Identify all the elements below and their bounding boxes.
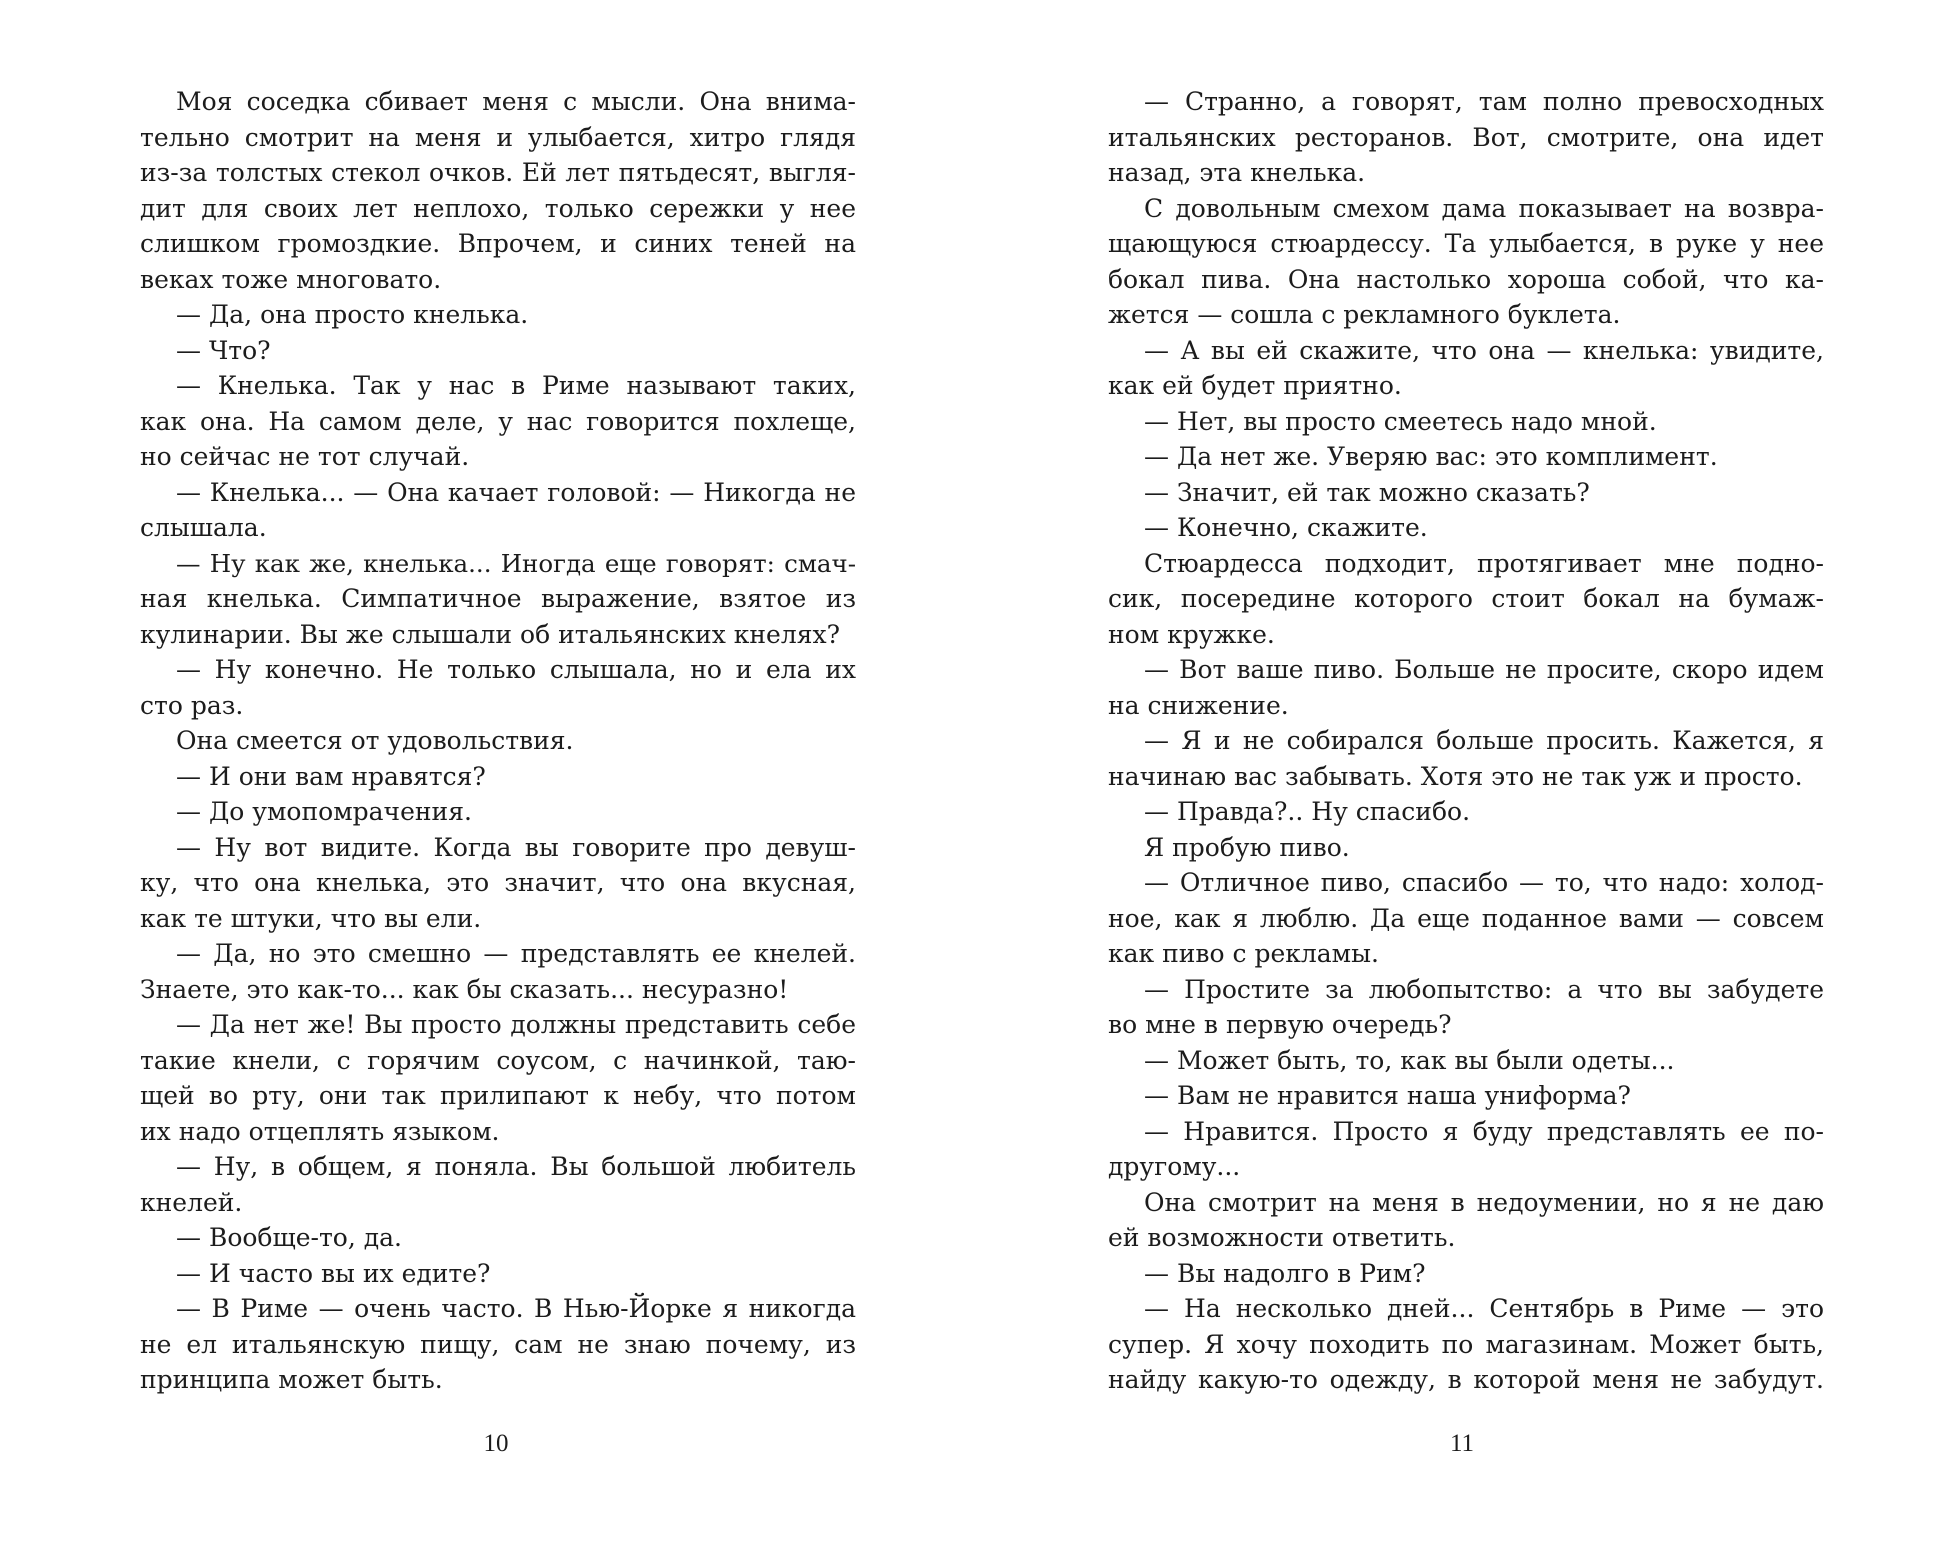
text-line: как ей будет приятно. bbox=[1108, 371, 1402, 400]
text-line: Знаете, это как-то... как бы сказать... несуразно! bbox=[140, 974, 789, 1004]
text-line: — Вы надолго в Рим? bbox=[1144, 1258, 1426, 1288]
text-line: ном кружке. bbox=[1108, 619, 1275, 649]
text-line: щей во рту, они так прилипают к небу, что потом bbox=[140, 1081, 856, 1110]
text-line: итальянских ресторанов. Вот, смотрите, она идет bbox=[1108, 122, 1824, 152]
text-line: — И они вам нравятся? bbox=[176, 761, 486, 791]
text-line: — Странно, а говорят, там полно превосходных bbox=[1144, 87, 1824, 116]
right-page-number: 11 bbox=[1449, 1430, 1475, 1457]
left-page bbox=[140, 84, 856, 1398]
text-line: бокал пива. Она настолько хороша собой, что ка- bbox=[1108, 264, 1824, 294]
text-line: — Ну вот видите. Когда вы говорите про девуш- bbox=[176, 832, 856, 862]
text-line: тельно смотрит на меня и улыбается, хитро глядя bbox=[140, 122, 856, 152]
text-line: ное, как я люблю. Да еще поданное вами — совсем bbox=[1108, 903, 1824, 933]
text-line: — Да, она просто кнелька. bbox=[176, 300, 529, 329]
text-line: такие кнели, с горячим соусом, с начинкой, таю- bbox=[140, 1045, 856, 1075]
right-page bbox=[1108, 84, 1824, 1398]
text-line: как она. На самом деле, у нас говорится похлеще, bbox=[140, 406, 856, 436]
text-line: кнелей. bbox=[140, 1187, 243, 1217]
text-line: веках тоже многовато. bbox=[140, 264, 442, 294]
text-line: — Да нет же. Уверяю вас: это комплимент. bbox=[1144, 442, 1718, 471]
right-page-text bbox=[1108, 84, 1824, 1398]
text-line: ная кнелька. Симпатичное выражение, взятое из bbox=[140, 584, 856, 613]
text-line: — В Риме — очень часто. В Нью-Йорке я никогда bbox=[176, 1294, 856, 1323]
text-line: — Вот ваше пиво. Больше не просите, скоро идем bbox=[1144, 655, 1824, 684]
text-line: не ел итальянскую пищу, сам не знаю почему, из bbox=[140, 1329, 856, 1359]
text-line: ку, что она кнелька, это значит, что она вкусная, bbox=[140, 868, 856, 897]
text-line: другому... bbox=[1108, 1152, 1241, 1181]
text-line: найду какую-то одежду, в которой меня не забудут. bbox=[1108, 1365, 1824, 1394]
text-line: из-за толстых стекол очков. Ей лет пятьдесят, выгля- bbox=[140, 158, 856, 187]
text-line: — А вы ей скажите, что она — кнелька: увидите, bbox=[1144, 335, 1824, 365]
text-line: слишком громоздкие. Впрочем, и синих теней на bbox=[140, 229, 856, 258]
text-line: супер. Я хочу походить по магазинам. Может быть, bbox=[1108, 1329, 1824, 1359]
text-line: — До умопомрачения. bbox=[176, 797, 472, 826]
text-line: сик, посередине которого стоит бокал на бумаж- bbox=[1108, 584, 1824, 613]
text-line: слышала. bbox=[140, 513, 267, 542]
text-line: как те штуки, что вы ели. bbox=[140, 903, 482, 933]
text-line: во мне в первую очередь? bbox=[1108, 1010, 1452, 1039]
text-line: — Я и не собирался больше просить. Кажется, я bbox=[1144, 726, 1824, 755]
text-line: — На несколько дней... Сентябрь в Риме — это bbox=[1144, 1294, 1824, 1323]
text-line: — Конечно, скажите. bbox=[1144, 513, 1428, 542]
text-line: назад, эта кнелька. bbox=[1108, 158, 1366, 187]
text-line: — Ну конечно. Не только слышала, но и ела их bbox=[176, 655, 856, 684]
text-line: — Кнелька. Так у нас в Риме называют таких, bbox=[176, 371, 856, 400]
text-line: на снижение. bbox=[1108, 690, 1289, 720]
text-line: но сейчас не тот случай. bbox=[140, 442, 470, 471]
text-line: — Кнелька... — Она качает головой: — Никогда не bbox=[176, 477, 856, 507]
text-line: принципа может быть. bbox=[140, 1365, 443, 1394]
text-line: — Простите за любопытство: а что вы забудете bbox=[1144, 974, 1824, 1004]
text-line: ей возможности ответить. bbox=[1108, 1223, 1456, 1252]
text-line: Моя соседка сбивает меня с мысли. Она внима- bbox=[176, 87, 856, 116]
text-line: — Да нет же! Вы просто должны представить себе bbox=[176, 1010, 856, 1039]
text-line: — Нет, вы просто смеетесь надо мной. bbox=[1144, 406, 1657, 436]
text-line: — Вообще-то, да. bbox=[176, 1223, 402, 1252]
text-line: — Что? bbox=[176, 335, 271, 365]
text-line: Стюардесса подходит, протягивает мне подно- bbox=[1144, 548, 1824, 578]
text-line: начинаю вас забывать. Хотя это не так уж и просто. bbox=[1108, 761, 1803, 791]
text-line: — Ну, в общем, я поняла. Вы большой любитель bbox=[176, 1152, 856, 1181]
text-line: — Да, но это смешно — представлять ее кнелей. bbox=[176, 939, 856, 968]
text-line: Она смеется от удовольствия. bbox=[176, 726, 574, 755]
text-line: — Ну как же, кнелька... Иногда еще говорят: смач- bbox=[176, 548, 856, 578]
text-line: — И часто вы их едите? bbox=[176, 1258, 491, 1288]
text-line: — Правда?.. Ну спасибо. bbox=[1144, 797, 1471, 826]
text-line: — Нравится. Просто я буду представлять ее по- bbox=[1144, 1116, 1824, 1146]
text-line: сто раз. bbox=[140, 690, 244, 720]
left-page-text bbox=[140, 84, 856, 1398]
text-line: — Отличное пиво, спасибо — то, что надо: холод- bbox=[1144, 868, 1824, 897]
text-line: их надо отцеплять языком. bbox=[140, 1116, 500, 1146]
text-line: Она смотрит на меня в недоумении, но я не даю bbox=[1144, 1187, 1824, 1217]
left-page-number: 10 bbox=[483, 1430, 509, 1457]
text-line: щающуюся стюардессу. Та улыбается, в руке у нее bbox=[1108, 229, 1824, 258]
text-line: жется — сошла с рекламного буклета. bbox=[1108, 300, 1621, 329]
text-line: С довольным смехом дама показывает на возвра- bbox=[1144, 193, 1824, 223]
text-line: как пиво с рекламы. bbox=[1108, 939, 1379, 968]
text-line: — Значит, ей так можно сказать? bbox=[1144, 477, 1590, 507]
text-line: — Вам не нравится наша униформа? bbox=[1144, 1081, 1631, 1110]
text-line: Я пробую пиво. bbox=[1144, 832, 1350, 862]
text-line: кулинарии. Вы же слышали об итальянских кнелях? bbox=[140, 619, 840, 649]
text-line: — Может быть, то, как вы были одеты... bbox=[1144, 1045, 1675, 1075]
text-line: дит для своих лет неплохо, только сережки у нее bbox=[140, 193, 856, 223]
